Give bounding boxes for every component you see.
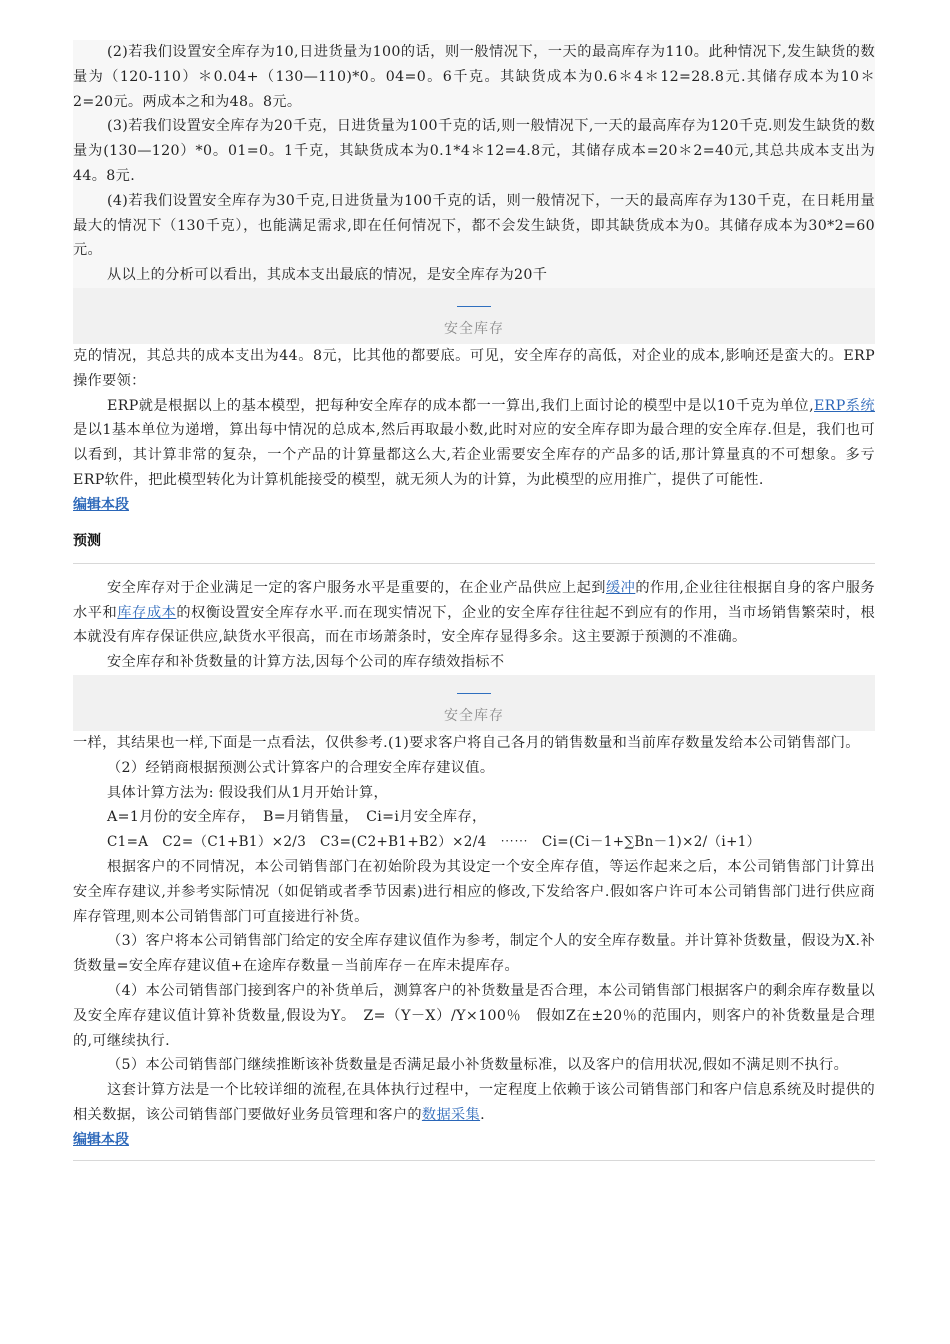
section-heading-forecast: 预测	[73, 532, 101, 549]
forecast-block	[73, 576, 875, 675]
inventory-cost-link[interactable]: 库存成本	[117, 604, 177, 621]
paragraph-step-5: （5）本公司销售部门继续推断该补货数量是否满足最小补货数量标准，以及客户的信用状况,假如不满足则不执行。	[107, 1057, 849, 1074]
text-run: 这套计算方法是一个比较详细的流程,在具体执行过程中，一定程度上依赖于该公司销售部门和客户信息系统及时提供的相关数据，该公司销售部门要做好业务员管理和客户的	[73, 1082, 875, 1123]
paragraph-step-2: （2）经销商根据预测公式计算客户的合理安全库存建议值。	[107, 759, 495, 776]
text-run: 安全库存对于企业满足一定的客户服务水平是重要的，在企业产品供应上起到	[107, 579, 606, 596]
text-run: 的作用,企业往往根据自身的客户服务水平和	[73, 579, 875, 621]
paragraph-initial-setting: 根据客户的不同情况，本公司销售部门在初始阶段为其设定一个安全库存值，等运作起来之后，本公司销售部门计算出安全库存建议,并参考实际情况（如促销或者季节因素)进行相应的修改,下发给客户.假如客户许可本公司销售部门进行供应商库存管理,则本公司销售部门可直接进行补货。	[73, 858, 875, 925]
edit-section-link[interactable]: 编辑本段	[73, 496, 129, 513]
buffer-link[interactable]: 缓冲	[605, 579, 636, 596]
article	[73, 40, 875, 1161]
paragraph-case-2: (2)若我们设置安全库存为10,日进货量为100的话，则一般情况下，一天的最高库存为110。此种情况下,发生缺货的数量为（120-110）＊0.04+（130—110)*0。04=0。6千克。其缺货成本为0.6＊4＊12=28.8元.其储存成本为10＊2=20元。两成本之和为48。8元。	[73, 44, 875, 110]
paragraph-step-1: 一样，其结果也一样,下面是一点看法，仅供参考.(1)要求客户将自己各月的销售数量和当前库存数量发给本公司销售部门。	[73, 734, 860, 751]
image-caption-1	[73, 288, 875, 344]
text-run: 是以1基本单位为递增，算出每中情况的总成本,然后再取最小数,此时对应的安全库存即为最合理的安全库存.但是，我们也可以看到，其计算非常的复杂，一个产品的计算量都这么大,若企业需要安全库存的产品多的话,那计算量真的不可想象。多亏ERP软件，把此模型转化为计算机能接受的模型，就无须人为的计算，为此模型的应用推广，提供了可能性.	[73, 422, 875, 488]
calc-block-1	[73, 40, 875, 288]
erp-system-link[interactable]: ERP系统	[813, 397, 875, 414]
paragraph-step-4: （4）本公司销售部门接到客户的补货单后，测算客户的补货数量是否合理，本公司销售部门根据客户的剩余库存数量以及安全库存建议值计算补货数量,假设为Y。 Z=（Y－X）/Y×100％ 假如Z在±20％的范围内，则客户的补货数量是合理的,可继续执行.	[73, 982, 875, 1049]
paragraph-erp-detail	[73, 394, 875, 493]
paragraph-summary	[73, 1078, 875, 1128]
image-caption-2	[73, 675, 875, 731]
paragraph-case-4: (4)若我们设置安全库存为30千克,日进货量为100千克的话，则一般情况下，一天的最高库存为130千克，在日耗用量最大的情况下（130千克），也能满足需求,即在任何情况下，都不会发生缺货，即其缺货成本为0。其储存成本为30*2=60元。	[73, 192, 875, 259]
text-run: 的权衡设置安全库存水平.而在现实情况下，企业的安全库存往往起不到应有的作用，当市场销售繁荣时，根本就没有库存保证供应,缺货水平很高，而在市场萧条时，安全库存显得多余。这主要源于预测的不准确。	[73, 604, 875, 646]
caption-text: 安全库存	[444, 320, 504, 337]
paragraph-method-intro: 具体计算方法为: 假设我们从1月开始计算，	[107, 784, 389, 801]
caption-text: 安全库存	[444, 707, 504, 724]
caption-divider	[457, 306, 491, 307]
text-run: ERP就是根据以上的基本模型，把每种安全库存的成本都一一算出,我们上面讨论的模型中是以10千克为单位,	[107, 397, 814, 414]
replenish-block	[73, 731, 875, 1128]
paragraph-variables: A=1月份的安全库存， B=月销售量， Ci=i月安全库存，	[107, 809, 487, 826]
paragraph-formula: C1=A C2=（C1+B1）×2/3 C3=(C2+B1+B2）×2/4 ⋯⋯ Ci=(Ci－1+∑Bn－1)×2/（i+1）	[107, 834, 761, 851]
paragraph-step-3: （3）客户将本公司销售部门给定的安全库存建议值作为参考，制定个人的安全库存数量。并计算补货数量，假设为X.补货数量=安全库存建议值+在途库存数量－当前库存－在库未提库存。	[73, 933, 875, 975]
section-divider	[73, 1160, 875, 1161]
erp-block	[73, 344, 875, 493]
paragraph-forecast-method: 安全库存和补货数量的计算方法,因每个公司的库存绩效指标不	[107, 654, 505, 671]
paragraph-case-3: (3)若我们设置安全库存为20千克，日进货量为100千克的话,则一般情况下,一天的最高库存为120千克.则发生缺货的数量为(130—120）*0。01=0。1千克，其缺货成本为0.1*4＊12=4.8元，其储存成本=20＊2=40元,其总共成本支出为44。8元.	[73, 118, 875, 184]
data-collection-link[interactable]: 数据采集	[421, 1106, 481, 1123]
paragraph-forecast-intro	[73, 576, 875, 650]
edit-section-link[interactable]: 编辑本段	[73, 1131, 129, 1148]
paragraph-erp-intro: 克的情况，其总共的成本支出为44。8元，比其他的都要底。可见，安全库存的高低，对企业的成本,影响还是蛮大的。ERP操作要领：	[73, 347, 875, 389]
paragraph-conclusion: 从以上的分析可以看出，其成本支出最底的情况，是安全库存为20千	[107, 267, 548, 284]
caption-divider	[457, 693, 491, 694]
text-run: .	[480, 1106, 485, 1123]
